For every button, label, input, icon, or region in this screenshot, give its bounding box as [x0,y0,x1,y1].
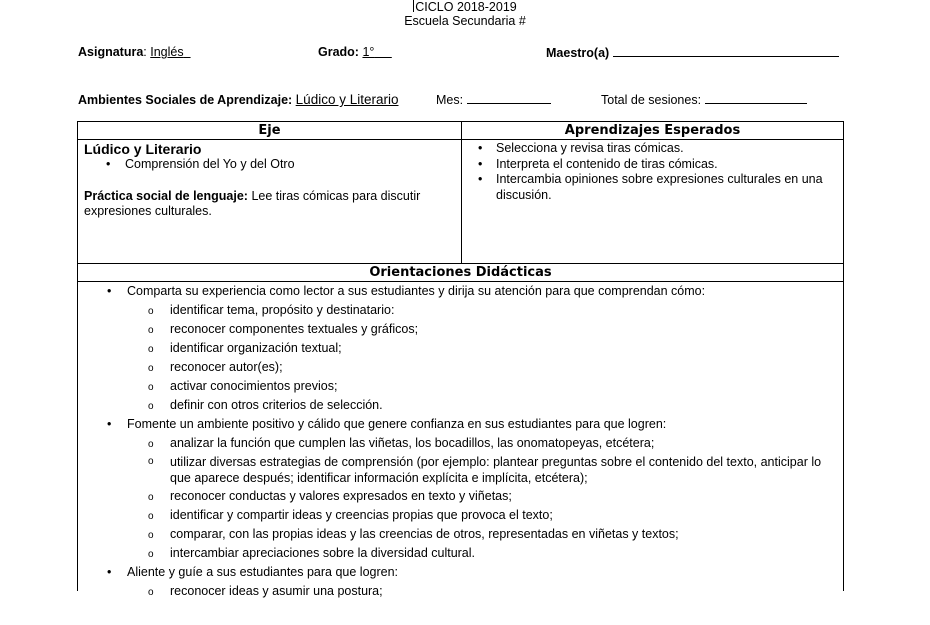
orientacion-subitem: o identificar y compartir ideas y creencias propias que provoca el texto; [78,506,843,525]
ambientes-field: Ambientes Sociales de Aprendizaje: Lúdico y Literario [78,92,399,107]
column-divider [461,122,462,263]
sesiones-blank[interactable] [705,92,807,104]
aprendizajes-cell [470,141,840,203]
planning-table [77,121,844,598]
aprendizajes-list [470,141,840,203]
grado-field: Grado: 1° [318,45,392,59]
orientacion-subitem: o analizar la función que cumplen las viñetas, los bocadillos, las onomatopeyas, etcétera; [78,434,843,453]
orientacion-item: • Fomente un ambiente positivo y cálido que genere confianza en sus estudiantes para que logren: [78,415,843,434]
aprendizajes-header: Aprendizajes Esperados [564,123,741,138]
orientaciones-header: Orientaciones Didácticas [369,265,552,280]
list-item: • Interpreta el contenido de tiras cómicas. [470,157,840,173]
orientacion-subitem: o intercambiar apreciaciones sobre la diversidad cultural. [78,544,843,563]
eje-header: Eje [258,123,281,138]
orientacion-subitem: o identificar organización textual; [78,339,843,358]
orientacion-subitem: o reconocer componentes textuales y gráficos; [78,320,843,339]
mes-field: Mes: [436,92,551,107]
list-item: • Selecciona y revisa tiras cómicas. [470,141,840,157]
orientaciones-list [78,282,843,601]
escuela-title: Escuela Secundaria # [404,14,526,28]
orientacion-subitem: o identificar tema, propósito y destinatario: [78,301,843,320]
ciclo-title: CICLO 2018-2019 [415,0,517,14]
orientacion-item: • Aliente y guíe a sus estudiantes para que logren: [78,563,843,582]
list-item: • Intercambia opiniones sobre expresiones culturales en una discusión. [470,172,840,203]
list-item: • Comprensión del Yo y del Otro [84,157,454,173]
orientacion-subitem: o reconocer ideas y asumir una postura; [78,582,843,601]
asignatura-value: Inglés [150,45,184,59]
orientacion-subitem: o utilizar diversas estrategias de comprensión (por ejemplo: plantear preguntas sobre el contenido del texto, anticipar lo que aparece después; identificar información explícita e implícita, etcétera); [78,453,843,487]
grado-value: 1° [362,45,375,59]
sesiones-field: Total de sesiones: [601,92,807,107]
orientacion-item: • Comparta su experiencia como lector a sus estudiantes y dirija su atención para que comprendan cómo: [78,282,843,301]
eje-cell [84,141,454,220]
practica-social: Práctica social de lenguaje: Lee tiras cómicas para discutir expresiones culturales. [84,188,421,218]
eje-list [84,157,454,173]
asignatura-field: Asignatura: Inglés [78,45,191,59]
ambientes-value: Lúdico y Literario [295,92,399,107]
maestro-field: Maestro(a) [546,45,839,60]
orientacion-subitem: o comparar, con las propias ideas y las creencias de otros, representadas en viñetas y textos; [78,525,843,544]
maestro-blank[interactable] [613,45,839,57]
mes-blank[interactable] [467,92,551,104]
orientacion-subitem: o definir con otros criterios de selección. [78,396,843,415]
orientacion-subitem: o reconocer conductas y valores expresados en texto y viñetas; [78,487,843,506]
eje-title: Lúdico y Literario [84,141,202,157]
orientacion-subitem: o activar conocimientos previos; [78,377,843,396]
orientacion-subitem: o reconocer autor(es); [78,358,843,377]
